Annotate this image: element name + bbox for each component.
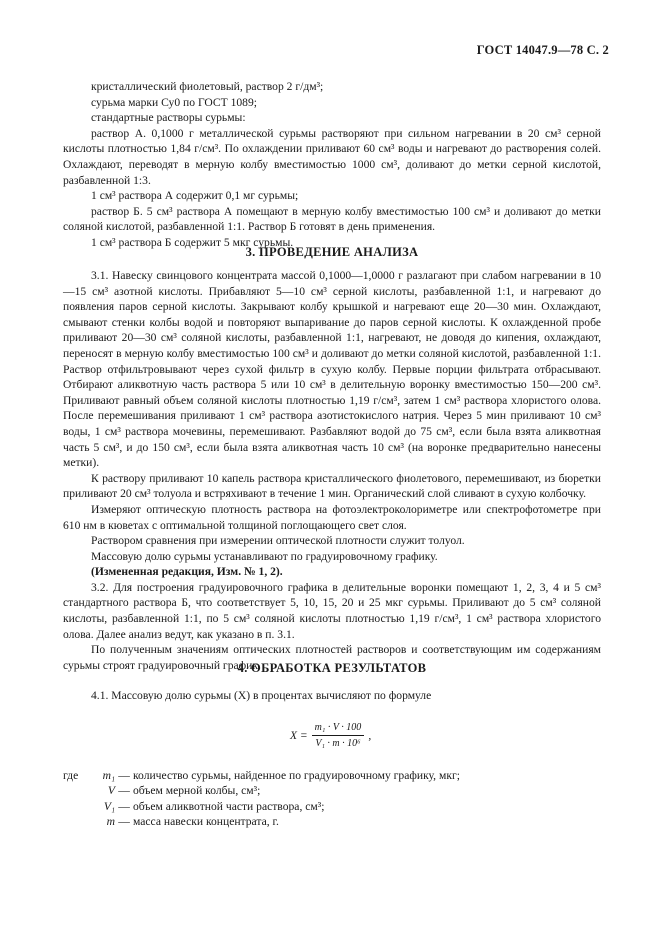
section-4-title: 4. ОБРАБОТКА РЕЗУЛЬТАТОВ [237, 661, 427, 675]
paragraph-3-1-reference: Раствором сравнения при измерении оптической плотности служит толуол. [91, 534, 465, 548]
paragraph-3-1: 3.1. Навеску свинцового концентрата массой 0,1000—1,0000 г разлагают при слабом нагревании в 10—15 см³ азотной кислоты. Прибавляют 5—10 см³ серной кислоты, разбавленной 1:1, и нагревают до появления паров серной кислоты. Закрывают колбу крышкой и нагревают еще 20—30 мин. Охлаждают, смывают стенки колбы водой и повторяют выпаривание до паров серной кислоты. К охлажденной пробе приливают 20—30 см³ соляной кислоты, разбавленной 1:1, нагревают, не доводя до кипения, охлаждают, переносят в мерную колбу вместимостью 100 см³ и доливают до метки соляной кислотой, разбавленной 1:1. Раствор отфильтровывают через сухой фильтр в сухую колбу. Первые порции фильтрата отбрасывают. Отбирают аликвотную часть раствора 5 или 10 см³ в делительную воронку вместимостью 150—200 см³. Приливают равный объем соляной кислоты плотностью 1,19 г/см³, затем 1 см³ раствора хлористого олова. После перемешивания приливают 1 см³ раствора азотистокислого натрия. Через 5 мин приливают 10 см³ воды, 1 см³ раствора мочевины, перемешивают. Разбавляют водой до 75 см³, если была взята аликвотная часть 5 см³, и до 150 см³, если была взята аликвотная часть 10 см³ (на воронке предварительно нанесены метки). [63, 269, 601, 470]
legend-row [63, 768, 460, 783]
legend-row [63, 783, 460, 798]
reagent-line: кристаллический фиолетовый, раствор 2 г/дм³; [91, 80, 324, 93]
legend-symbol: m [106, 815, 115, 829]
reagent-line: сурьма марки Су0 по ГОСТ 1089; [91, 95, 257, 109]
legend-symbol: V [107, 784, 115, 798]
reagents-block [63, 79, 601, 251]
legend-dash: — [118, 799, 130, 813]
legend-text: объем аликвотной части раствора, см³; [133, 799, 325, 813]
legend-prefix: где [63, 769, 79, 782]
legend-row [63, 814, 460, 829]
reagent-line: стандартные растворы сурьмы: [91, 111, 246, 125]
amendment-note: (Измененная редакция, Изм. № 1, 2). [91, 565, 283, 579]
formula-legend [63, 768, 460, 830]
paragraph-3-2: 3.2. Для построения градуировочного графика в делительные воронки помещают 1, 2, 3, 4 и 5 см³ стандартного раствора Б, что соответствует 5, 10, 15, 20 и 25 мкг сурьмы. Приливают до 5 см³ соляной кислоты, разбавленной 1:1, по 5 см³ соляной кислоты плотностью 1,19 г/см³, 1 см³ раствора хлористого олова. Далее анализ ведут, как указано в п. 3.1. [63, 580, 601, 641]
page-header: ГОСТ 14047.9—78 С. 2 [476, 43, 609, 57]
solution-a-paragraph: раствор А. 0,1000 г металлической сурьмы растворяют при сильном нагревании в 20 см³ серной кислоты плотностью 1,84 г/см³. По охлаждении приливают 60 см³ воды и нагревают до растворения солей. Охлаждают, переводят в мерную колбу вместимостью 1000 см³, доливают до метки серной кислотой, разбавленной 1:3. [63, 126, 601, 187]
formula-denominator: V₁ · m · 10⁶ [315, 738, 361, 749]
legend-text: количество сурьмы, найденное по градуировочному графику, мкг; [133, 769, 460, 782]
formula-tail: , [368, 729, 372, 742]
solution-a-content: 1 см³ раствора А содержит 0,1 мг сурьмы; [91, 189, 299, 203]
formula [290, 722, 371, 749]
formula-numerator: m₁ · V · 100 [312, 722, 365, 736]
legend-symbol: V₁ [103, 799, 115, 813]
solution-b-paragraph: раствор Б. 5 см³ раствора А помещают в мерную колбу вместимостью 100 см³ и доливают до метки соляной кислотой, разбавленной 1:1. Раствор Б готовят в день применения. [63, 204, 601, 234]
legend-prefix [63, 783, 93, 798]
legend-dash: — [118, 769, 130, 782]
legend-prefix [63, 814, 93, 829]
section-4-intro [63, 688, 601, 704]
legend-dash: — [118, 784, 130, 798]
legend-prefix [63, 799, 93, 814]
legend-text: объем мерной колбы, см³; [133, 784, 261, 798]
formula-lhs: X = [290, 729, 308, 742]
paragraph-3-3: По полученным значениям оптических плотностей растворов и соответствующим им содержаниям сурьмы строят градуировочный график. [63, 643, 601, 672]
paragraph-3-1-measure: Измеряют оптическую плотность раствора на фотоэлектроколориметре или спектрофотометре при 610 нм в кюветах с оптимальной толщиной поглощающего свет слоя. [63, 502, 601, 532]
formula-fraction [312, 722, 365, 749]
legend-symbol: m₁ [102, 769, 115, 782]
paragraph-3-1-graph: Массовую долю сурьмы устанавливают по градуировочному графику. [91, 549, 438, 563]
legend-row [63, 799, 460, 814]
section-3-body [63, 268, 601, 673]
paragraph-3-1-cont: К раствору приливают 10 капель раствора кристаллического фиолетового, перемешивают, из бюретки приливают 20 см³ толуола и встряхивают в течение 1 мин. Органический слой сливают в сухую колбочку. [63, 471, 601, 501]
paragraph-4-1: 4.1. Массовую долю сурьмы (X) в процентах вычисляют по формуле [91, 689, 432, 702]
legend-text: масса навески концентрата, г. [133, 815, 279, 829]
section-3-title: 3. ПРОВЕДЕНИЕ АНАЛИЗА [245, 245, 419, 259]
solution-b-content: 1 см³ раствора Б содержит 5 мкг сурьмы. [91, 235, 294, 249]
legend-dash: — [118, 815, 130, 829]
